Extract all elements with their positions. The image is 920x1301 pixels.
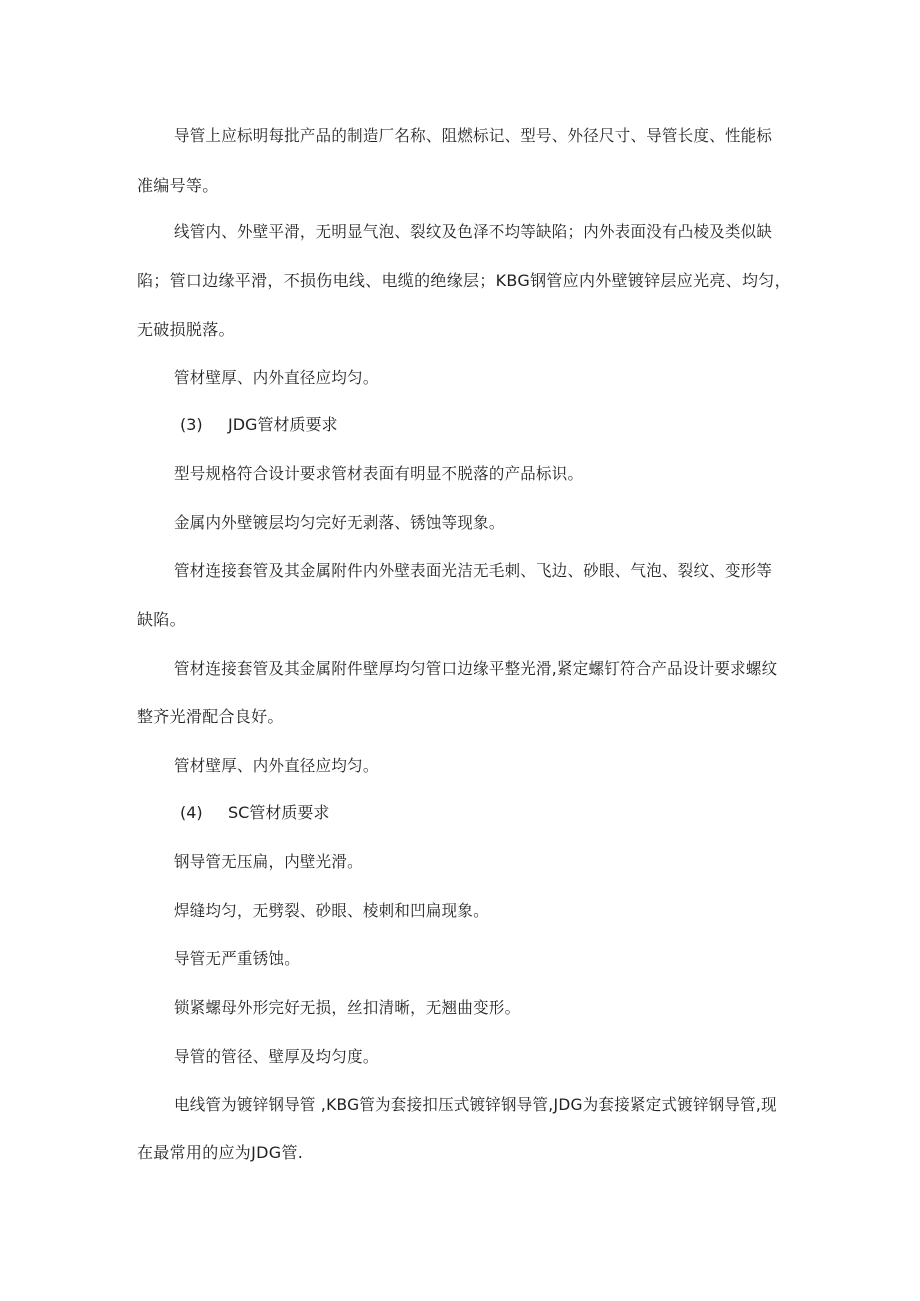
section-number: (4) <box>180 803 203 822</box>
paragraph-line: 导管上应标明每批产品的制造厂名称、阻燃标记、型号、外径尺寸、导管长度、性能标 <box>174 126 773 145</box>
section-number: (3) <box>180 415 203 434</box>
paragraph-line: 管材连接套管及其金属附件内外壁表面光洁无毛刺、飞边、砂眼、气泡、裂纹、变形等 <box>174 561 773 580</box>
paragraph-line: 准编号等。 <box>137 176 219 195</box>
paragraph-line: 型号规格符合设计要求管材表面有明显不脱落的产品标识。 <box>174 464 584 483</box>
paragraph-line: 焊缝均匀，无劈裂、砂眼、棱刺和凹扁现象。 <box>174 901 489 920</box>
paragraph-line: 线管内、外壁平滑，无明显气泡、裂纹及色泽不均等缺陷；内外表面没有凸棱及类似缺 <box>174 222 773 241</box>
paragraph-line: 管材连接套管及其金属附件壁厚均匀管口边缘平整光滑,紧定螺钉符合产品设计要求螺纹 <box>174 659 778 678</box>
paragraph-line: 管材壁厚、内外直径应均匀。 <box>174 368 379 387</box>
paragraph-line: 陷；管口边缘平滑，不损伤电线、电缆的绝缘层；KBG钢管应内外壁镀锌层应光亮、均匀， <box>137 271 791 290</box>
paragraph-line: 导管的管径、壁厚及均匀度。 <box>174 1047 379 1066</box>
section-title: JDG管材质要求 <box>228 415 338 434</box>
paragraph-line: 缺陷。 <box>137 610 186 629</box>
paragraph-line: 在最常用的应为JDG管. <box>137 1143 304 1162</box>
paragraph-line: 钢导管无压扁，内壁光滑。 <box>174 852 363 871</box>
paragraph-line: 金属内外壁镀层均匀完好无剥落、锈蚀等现象。 <box>174 513 505 532</box>
paragraph-line: 管材壁厚、内外直径应均匀。 <box>174 756 379 775</box>
section-title: SC管材质要求 <box>228 803 330 822</box>
paragraph-line: 整齐光滑配合良好。 <box>137 707 284 726</box>
paragraph-line: 电线管为镀锌钢导管 ,KBG管为套接扣压式镀锌钢导管,JDG为套接紧定式镀锌钢导管,现 <box>174 1095 777 1114</box>
paragraph-line: 导管无严重锈蚀。 <box>174 949 300 968</box>
paragraph-line: 无破损脱落。 <box>137 320 235 339</box>
paragraph-line: 锁紧螺母外形完好无损，丝扣清晰，无翘曲变形。 <box>174 998 521 1017</box>
